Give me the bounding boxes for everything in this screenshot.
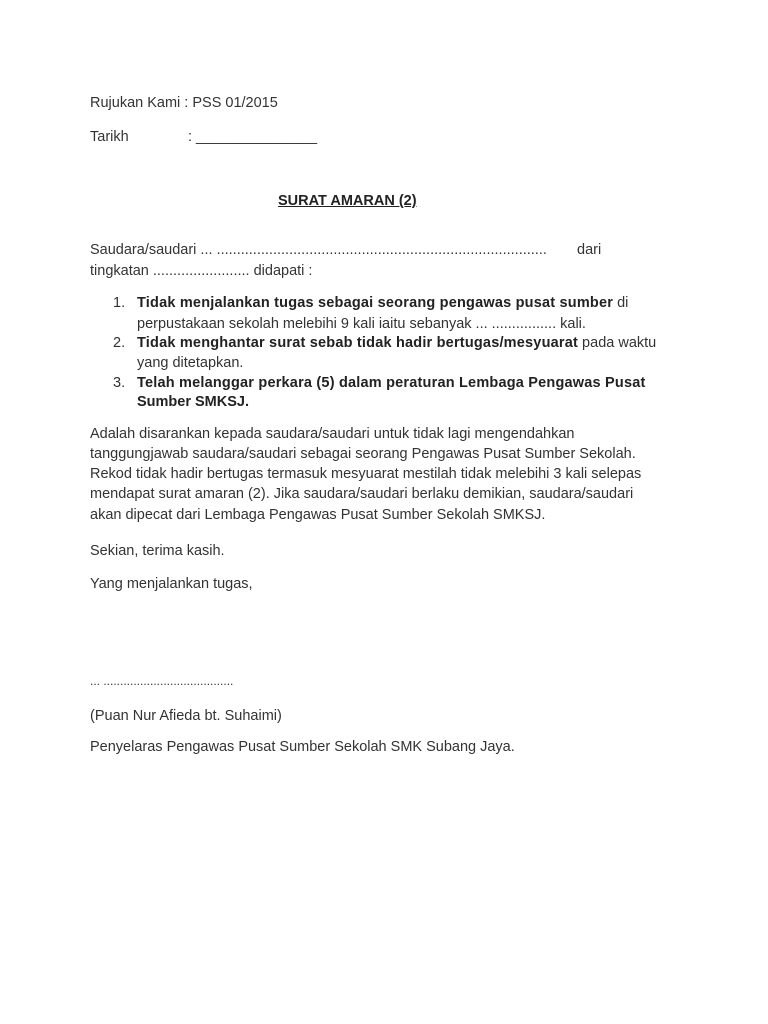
intro-line-1-end: dari xyxy=(577,242,602,258)
letter-title: SURAT AMARAN (2) xyxy=(278,193,417,209)
list-number: 3. xyxy=(113,375,126,391)
intro-line-2: tingkatan ........................ didapati : xyxy=(90,263,313,279)
reference-number: Rujukan Kami : PSS 01/2015 xyxy=(90,95,278,111)
list-item xyxy=(137,374,646,392)
date-value: : _______________ xyxy=(188,129,318,145)
body-line: akan dipecat dari Lembaga Pengawas Pusat Sumber Sekolah SMKSJ. xyxy=(90,507,546,523)
body-line: mendapat surat amaran (2). Jika saudara/saudari berlaku demikian, saudara/saudari xyxy=(90,486,634,502)
list-item-bold: Telah melanggar perkara (5) dalam peraturan Lembaga Pengawas Pusat xyxy=(137,375,646,391)
body-line: Rekod tidak hadir bertugas termasuk mesyuarat mestilah tidak melebihi 3 kali selepas xyxy=(90,466,642,482)
list-item-continuation: Sumber SMKSJ. xyxy=(137,394,249,410)
list-item-bold: Tidak menghantar surat sebab tidak hadir bertugas/mesyuarat xyxy=(137,335,579,351)
list-number: 1. xyxy=(113,295,126,311)
closing: Sekian, terima kasih. xyxy=(90,543,225,559)
signoff: Yang menjalankan tugas, xyxy=(90,576,253,592)
body-line: tanggungjawab saudara/saudari sebagai seorang Pengawas Pusat Sumber Sekolah. xyxy=(90,446,636,462)
list-item-continuation: perpustakaan sekolah melebihi 9 kali iaitu sebanyak ... ................ kali. xyxy=(137,316,586,332)
list-number: 2. xyxy=(113,335,126,351)
list-item-continuation: yang ditetapkan. xyxy=(137,355,244,371)
intro-line-1: Saudara/saudari ... .................................................................................. xyxy=(90,242,547,258)
list-item-rest: di xyxy=(613,295,629,311)
list-item xyxy=(137,294,628,312)
signature-line: ... ....................................... xyxy=(90,674,234,688)
list-item-bold: Tidak menjalankan tugas sebagai seorang pengawas pusat sumber xyxy=(137,295,614,311)
signatory-name: (Puan Nur Afieda bt. Suhaimi) xyxy=(90,708,282,724)
body-line: Adalah disarankan kepada saudara/saudari untuk tidak lagi mengendahkan xyxy=(90,426,575,442)
list-item xyxy=(137,334,656,352)
list-item-rest: pada waktu xyxy=(578,335,657,351)
date-label: Tarikh xyxy=(90,129,129,145)
signatory-position: Penyelaras Pengawas Pusat Sumber Sekolah SMK Subang Jaya. xyxy=(90,739,515,755)
